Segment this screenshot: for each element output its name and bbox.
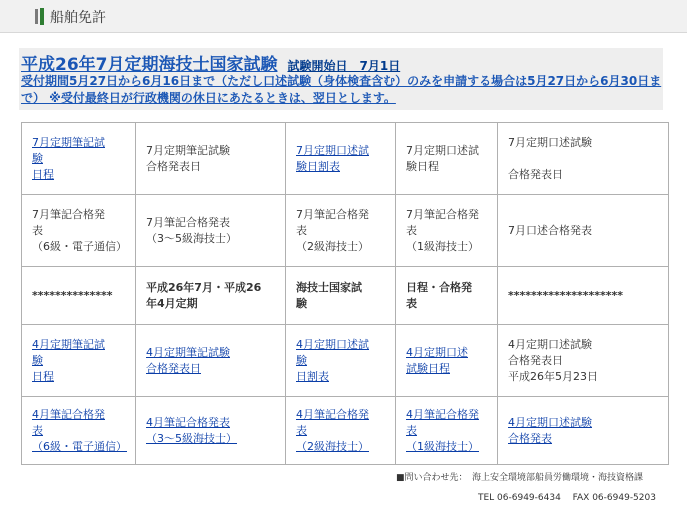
schedule-cell	[396, 123, 498, 195]
schedule-cell	[22, 123, 136, 195]
schedule-text: 7月定期筆記試験 合格発表日	[146, 143, 230, 173]
schedule-link[interactable]: 4月定期口述試 験 日割表	[296, 337, 369, 383]
schedule-cell	[136, 123, 286, 195]
schedule-row	[22, 397, 669, 465]
schedule-link[interactable]: 4月筆記合格発 表 （1級海技士）	[406, 407, 479, 453]
schedule-cell	[396, 397, 498, 465]
schedule-link[interactable]: 4月定期口述 試験日程	[406, 345, 468, 375]
schedule-cell	[22, 325, 136, 397]
schedule-text: 7月定期口述試験 合格発表日	[508, 135, 592, 181]
schedule-cell	[22, 195, 136, 267]
schedule-cell	[22, 397, 136, 465]
schedule-text: 日程・合格発 表	[406, 280, 472, 310]
schedule-cell	[136, 397, 286, 465]
schedule-row	[22, 123, 669, 195]
schedule-cell	[498, 397, 669, 465]
schedule-cell	[396, 267, 498, 325]
schedule-text: 7月筆記合格発表 （1級海技士）	[406, 207, 479, 253]
schedule-text: 7月筆記合格発 表 （2級海技士）	[296, 207, 369, 253]
schedule-link[interactable]: 4月筆記合格発表 （3～5級海技士）	[146, 415, 237, 445]
application-period-text: 受付期間5月27日から6月16日まで（ただし口述試験（身体検査含む）のみを申請する場合は5月27日から6月30日まで） ※受付最終日が行政機関の休日にあたるときは、翌日とします。	[21, 74, 662, 105]
schedule-link[interactable]: 4月定期口述試験 合格発表	[508, 415, 592, 445]
exam-title-link[interactable]: 平成26年7月定期海技士国家試験	[21, 55, 278, 75]
schedule-cell	[498, 195, 669, 267]
schedule-cell	[136, 325, 286, 397]
notice-heading	[21, 50, 400, 75]
header-divider	[35, 9, 38, 24]
schedule-row	[22, 325, 669, 397]
exam-start-date: 試験開始日 7月1日	[287, 59, 401, 73]
schedule-text: 7月筆記合格発表 （3～5級海技士）	[146, 215, 237, 245]
page-title: 船舶免許	[50, 10, 106, 26]
exam-notice	[19, 48, 663, 110]
schedule-link[interactable]: 4月定期筆記試 験 日程	[32, 337, 105, 383]
contact-phone: TEL 06-6949-6434 FAX 06-6949-5203	[478, 493, 656, 503]
schedule-cell	[286, 397, 396, 465]
schedule-text: 海技士国家試 験	[296, 280, 362, 310]
schedule-row	[22, 195, 669, 267]
contact-info: ■問い合わせ先： 海上安全環境部船員労働環境・海技資格課	[396, 473, 644, 483]
schedule-text: 7月筆記合格発 表 （6級・電子通信）	[32, 207, 127, 253]
header-accent-bar	[40, 8, 44, 25]
schedule-cell	[498, 325, 669, 397]
schedule-link[interactable]: 4月筆記合格発 表 （6級・電子通信）	[32, 407, 127, 453]
schedule-link[interactable]: 7月定期口述試 験日割表	[296, 143, 369, 173]
schedule-cell	[498, 267, 669, 325]
schedule-link[interactable]: 4月筆記合格発 表 （2級海技士）	[296, 407, 369, 453]
schedule-link[interactable]: 4月定期筆記試験 合格発表日	[146, 345, 230, 375]
schedule-text: ********************	[508, 288, 624, 302]
schedule-text: **************	[32, 288, 113, 302]
schedule-text: 7月口述合格発表	[508, 223, 592, 237]
schedule-cell	[396, 325, 498, 397]
schedule-cell	[22, 267, 136, 325]
exam-schedule-table	[21, 122, 669, 465]
page-header	[0, 0, 687, 33]
schedule-text: 7月定期口述試 験日程	[406, 143, 479, 173]
schedule-cell	[498, 123, 669, 195]
schedule-link[interactable]: 7月定期筆記試 験 日程	[32, 135, 105, 181]
schedule-cell	[286, 123, 396, 195]
schedule-cell	[286, 267, 396, 325]
schedule-cell	[136, 267, 286, 325]
schedule-cell	[396, 195, 498, 267]
schedule-text: 平成26年7月・平成26 年4月定期	[146, 280, 262, 310]
schedule-cell	[286, 195, 396, 267]
schedule-row	[22, 267, 669, 325]
schedule-text: 4月定期口述試験 合格発表日 平成26年5月23日	[508, 337, 598, 383]
schedule-cell	[136, 195, 286, 267]
schedule-cell	[286, 325, 396, 397]
